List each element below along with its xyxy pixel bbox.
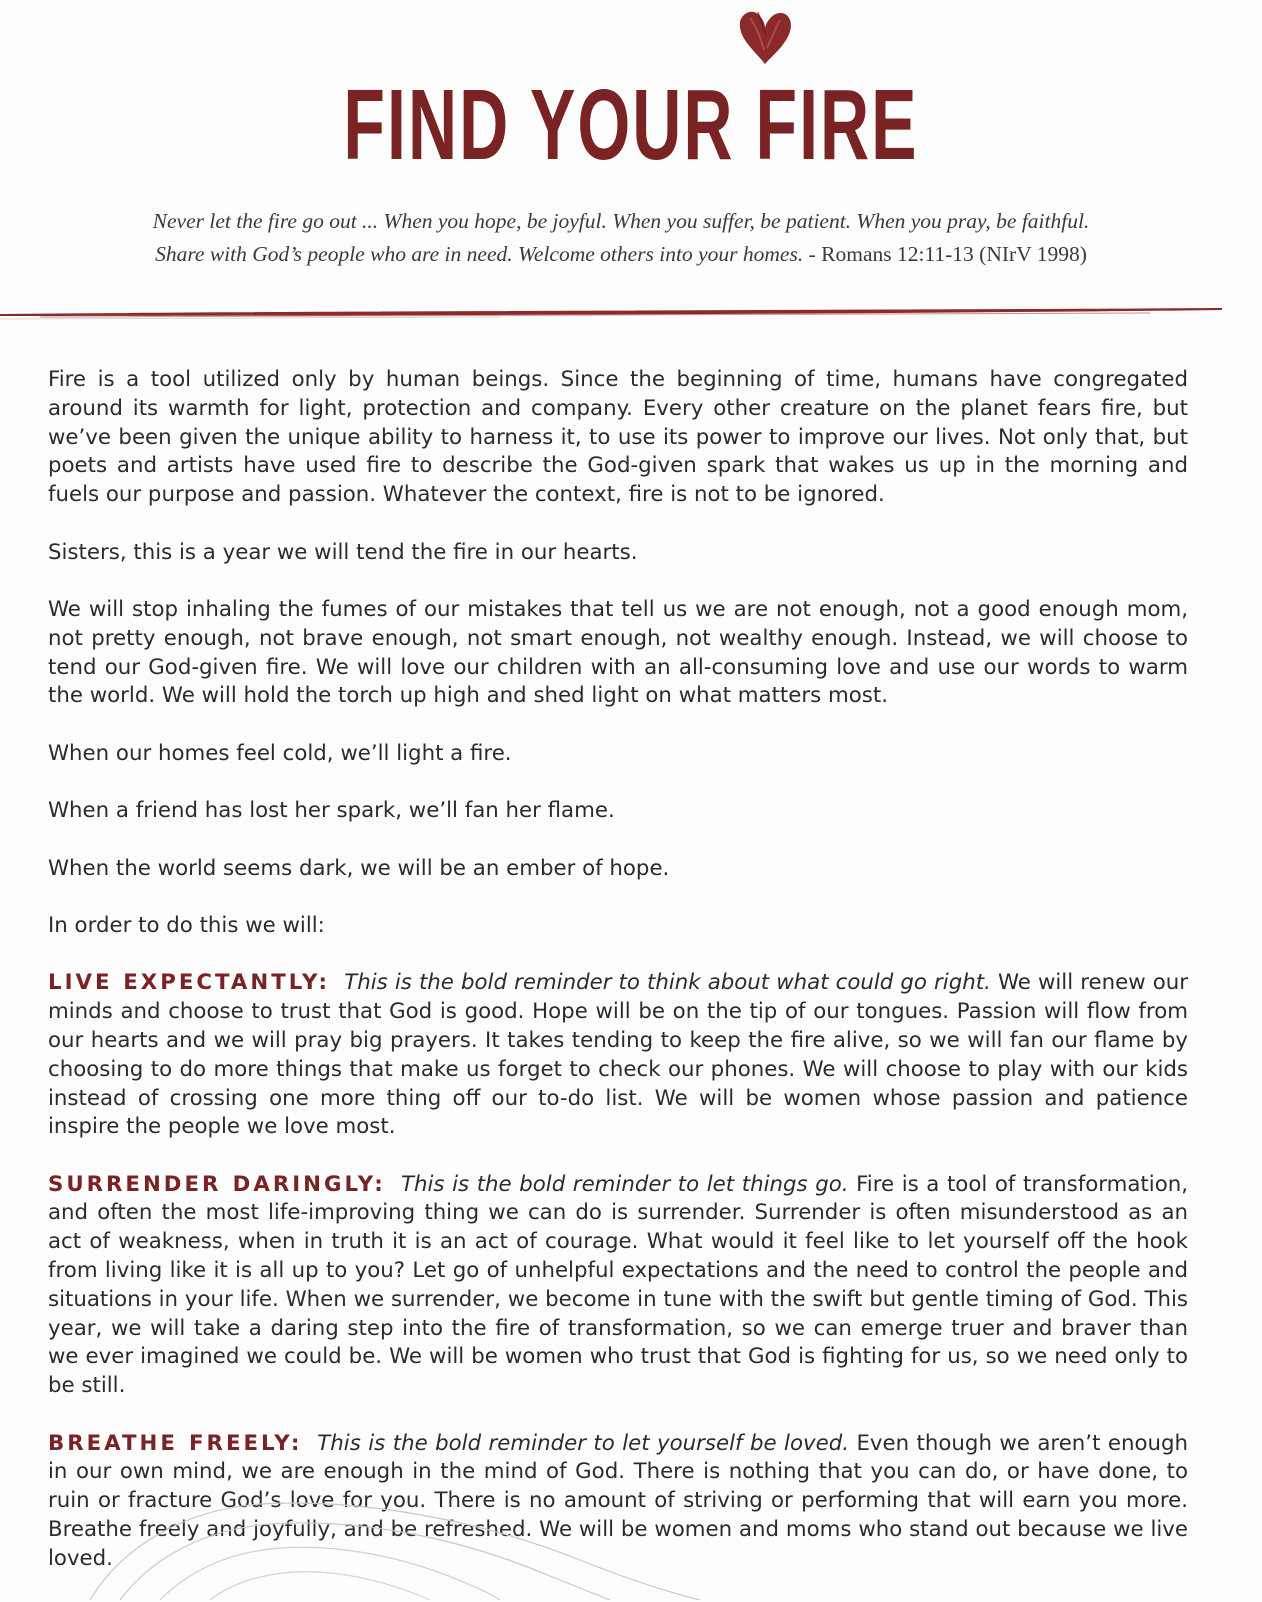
- section-heading: BREATHE FREELY:: [48, 1430, 303, 1456]
- section-reminder: This is the bold reminder to think about what could go right.: [344, 970, 991, 996]
- section-live-expectantly: [48, 969, 1188, 1142]
- paragraph-friend-spark: When a friend has lost her spark, we’ll fan her flame.: [48, 798, 615, 824]
- paragraph-in-order: In order to do this we will:: [48, 912, 325, 938]
- section-text: Even though we aren’t enough in our own mind, we are enough in the mind of God. There is nothing that you can do, or have done, to ruin or fracture God’s love for you. There is no amount of striving or performing that will earn you more. Breathe freely and joyfully, and be refreshed. We will be women and moms who stand out because we live loved.: [48, 1430, 1189, 1571]
- section-reminder: This is the bold reminder to let yourself be loved.: [317, 1430, 849, 1456]
- verse-line-1: Never let the fire go out ... When you hope, be joyful. When you suffer, be patient. When you pray, be faithful.: [152, 209, 1090, 233]
- section-text: Fire is a tool of transformation, and often the most life-improving thing we can do is surrender. Surrender is often misunderstood as an act of weakness, when in truth it is an act of courage. What would it feel like to let yourself off the hook from living like it is all up to you? Let go of unhelpful expectations and the need to control the people and situations in your life. When we surrender, we become in tune with the swift but gentle timing of God. This year, we will take a daring step into the fire of transformation, so we can emerge truer and braver than we ever imagined we could be. We will be women who trust that God is fighting for us, so we need only to be still.: [48, 1171, 1188, 1399]
- section-surrender-daringly: [48, 1171, 1188, 1401]
- paragraph-world-dark: When the world seems dark, we will be an ember of hope.: [48, 855, 670, 881]
- paragraph-fumes: We will stop inhaling the fumes of our mistakes that tell us we are not enough, not a good enough mom, not pretty enough, not brave enough, not smart enough, not wealthy enough. Instead, we will choose to tend our God-given fire. We will love our children with an all-consuming love and use our words to warm the world. We will hold the torch up high and shed light on what matters most.: [48, 596, 1188, 709]
- section-text: We will renew our minds and choose to trust that God is good. Hope will be on the tip of our tongues. Passion will flow from our hearts and we will pray big prayers. It takes tending to keep the fire alive, so we will fan our flame by choosing to do more things that make us forget to check our phones. We will choose to play with our kids instead of crossing one more thing off our to-do list. We will be women whose passion and patience inspire the people we love most.: [48, 970, 1188, 1140]
- divider-brushstroke: [0, 304, 1262, 324]
- heart-icon: [736, 6, 794, 68]
- paragraph-homes-cold: When our homes feel cold, we’ll light a fire.: [48, 740, 512, 766]
- scripture-verse: [60, 205, 1182, 271]
- page-title: FIND YOUR FIRE: [343, 69, 919, 181]
- section-reminder: This is the bold reminder to let things go.: [400, 1171, 849, 1197]
- decorative-topo-lines: [60, 1490, 760, 1600]
- verse-reference: - Romans 12:11-13 (NIrV 1998): [803, 242, 1087, 266]
- paragraph-intro: Fire is a tool utilized only by human beings. Since the beginning of time, humans have congregated around its warmth for light, protection and company. Every other creature on the planet fears fire, but we’ve been given the unique ability to harness it, to use its power to improve our lives. Not only that, but poets and artists have used fire to describe the God-given spark that wakes us up in the morning and fuels our purpose and passion. Whatever the context, fire is not to be ignored.: [48, 367, 1188, 508]
- section-heading: SURRENDER DARINGLY:: [48, 1171, 386, 1197]
- section-heading: LIVE EXPECTANTLY:: [48, 970, 331, 996]
- paragraph-sisters: Sisters, this is a year we will tend the fire in our hearts.: [48, 539, 638, 565]
- body-text: [48, 366, 1188, 1602]
- verse-line-2-text: Share with God’s people who are in need. Welcome others into your homes.: [155, 242, 804, 266]
- verse-line-2: [60, 238, 1182, 271]
